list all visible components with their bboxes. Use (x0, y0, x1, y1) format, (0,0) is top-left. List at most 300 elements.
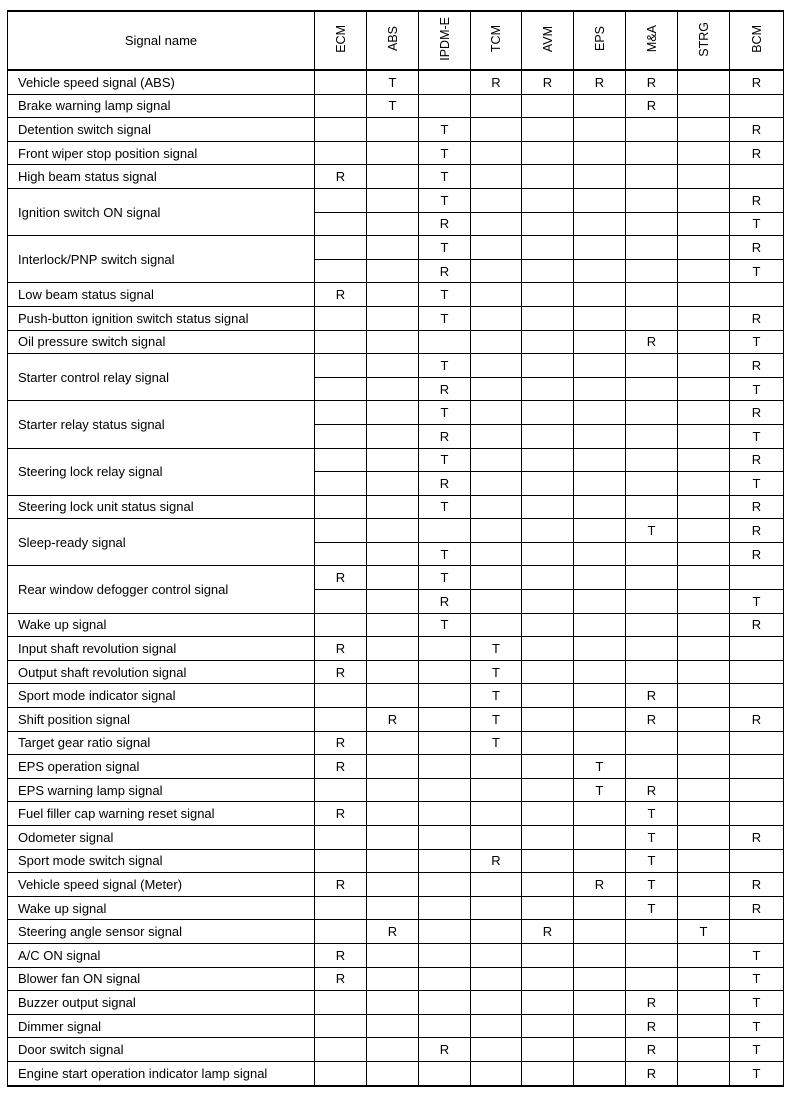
signal-cell (522, 94, 574, 118)
signal-cell: T (626, 826, 678, 850)
signal-cell: T (730, 259, 784, 283)
signal-cell (367, 495, 419, 519)
signal-name: A/C ON signal (8, 943, 315, 967)
signal-cell (678, 1061, 730, 1085)
signal-name: Wake up signal (8, 613, 315, 637)
signal-cell (522, 448, 574, 472)
signal-cell (626, 943, 678, 967)
signal-cell (626, 401, 678, 425)
signal-cell (730, 283, 784, 307)
signal-cell (678, 188, 730, 212)
signal-cell (730, 684, 784, 708)
signal-cell (522, 188, 574, 212)
signal-cell: T (471, 708, 522, 732)
table-row (8, 1038, 784, 1062)
signal-cell (419, 94, 471, 118)
signal-cell (678, 472, 730, 496)
signal-name: EPS warning lamp signal (8, 778, 315, 802)
signal-cell (471, 755, 522, 779)
signal-cell (471, 448, 522, 472)
can-signal-chart (7, 10, 783, 1087)
signal-cell: R (626, 1014, 678, 1038)
signal-name: Brake warning lamp signal (8, 94, 315, 118)
table-row (8, 755, 784, 779)
signal-cell (367, 967, 419, 991)
signal-name: Vehicle speed signal (Meter) (8, 873, 315, 897)
table-row (8, 943, 784, 967)
signal-cell: T (730, 590, 784, 614)
signal-cell (367, 212, 419, 236)
signal-cell (574, 590, 626, 614)
signal-cell (419, 70, 471, 94)
signal-cell (367, 354, 419, 378)
signal-cell (315, 1061, 367, 1085)
table-row (8, 873, 784, 897)
unit-header-m-and-a (626, 11, 678, 70)
signal-cell (471, 236, 522, 260)
signal-cell (471, 472, 522, 496)
signal-cell (626, 731, 678, 755)
table-row (8, 1014, 784, 1038)
unit-label: ABS (385, 26, 400, 52)
signal-cell (315, 259, 367, 283)
signal-cell (419, 826, 471, 850)
signal-cell (471, 873, 522, 897)
signal-cell: R (367, 920, 419, 944)
signal-cell: T (626, 896, 678, 920)
signal-cell (419, 755, 471, 779)
signal-cell (471, 377, 522, 401)
signal-cell (678, 637, 730, 661)
signal-name-header: Signal name (8, 11, 315, 70)
signal-cell: R (315, 283, 367, 307)
table-row (8, 731, 784, 755)
signal-cell: T (419, 283, 471, 307)
signal-cell (315, 448, 367, 472)
signal-cell (471, 896, 522, 920)
signal-cell: T (419, 613, 471, 637)
signal-name: Rear window defogger control signal (8, 566, 315, 613)
signal-cell (367, 188, 419, 212)
signal-cell (574, 1038, 626, 1062)
signal-name: Vehicle speed signal (ABS) (8, 70, 315, 94)
table-row (8, 330, 784, 354)
signal-name: Odometer signal (8, 826, 315, 850)
signal-cell (678, 306, 730, 330)
signal-cell: T (419, 306, 471, 330)
signal-cell (471, 943, 522, 967)
signal-cell (419, 802, 471, 826)
signal-cell (678, 991, 730, 1015)
signal-cell: R (315, 566, 367, 590)
signal-cell (315, 519, 367, 543)
signal-cell (315, 1014, 367, 1038)
signal-cell: R (419, 212, 471, 236)
signal-name: Shift position signal (8, 708, 315, 732)
signal-cell (471, 118, 522, 142)
signal-cell: T (730, 472, 784, 496)
signal-name: Sleep-ready signal (8, 519, 315, 566)
signal-cell (315, 377, 367, 401)
signal-cell: T (419, 401, 471, 425)
signal-cell (730, 802, 784, 826)
signal-cell (367, 448, 419, 472)
signal-cell (626, 306, 678, 330)
signal-cell (522, 684, 574, 708)
signal-cell: R (419, 377, 471, 401)
table-row (8, 1061, 784, 1085)
signal-cell (678, 849, 730, 873)
signal-cell: T (419, 495, 471, 519)
signal-cell (315, 896, 367, 920)
signal-cell (367, 1014, 419, 1038)
signal-cell (419, 920, 471, 944)
signal-cell (574, 424, 626, 448)
signal-cell (367, 519, 419, 543)
table-row (8, 637, 784, 661)
signal-cell (574, 283, 626, 307)
signal-cell (678, 613, 730, 637)
signal-cell (367, 684, 419, 708)
signal-cell (574, 188, 626, 212)
signal-name: Buzzer output signal (8, 991, 315, 1015)
signal-cell (522, 330, 574, 354)
signal-cell (367, 613, 419, 637)
signal-cell (522, 896, 574, 920)
signal-cell (678, 70, 730, 94)
signal-cell (419, 991, 471, 1015)
signal-cell: R (730, 896, 784, 920)
signal-cell: R (367, 708, 419, 732)
signal-cell (471, 283, 522, 307)
signal-cell (315, 306, 367, 330)
signal-cell (730, 920, 784, 944)
signal-cell (315, 590, 367, 614)
signal-cell: R (626, 684, 678, 708)
signal-cell (471, 306, 522, 330)
signal-name: EPS operation signal (8, 755, 315, 779)
signal-cell: T (730, 991, 784, 1015)
table-row (8, 920, 784, 944)
signal-cell (678, 141, 730, 165)
table-row (8, 306, 784, 330)
signal-cell (522, 306, 574, 330)
signal-cell (471, 1038, 522, 1062)
signal-cell: R (419, 590, 471, 614)
unit-label: M&A (644, 25, 659, 53)
signal-cell (574, 472, 626, 496)
signal-name: Blower fan ON signal (8, 967, 315, 991)
signal-cell: R (626, 708, 678, 732)
signal-cell (367, 660, 419, 684)
signal-cell (522, 778, 574, 802)
unit-header-abs (367, 11, 419, 70)
signal-name: Fuel filler cap warning reset signal (8, 802, 315, 826)
signal-cell (678, 354, 730, 378)
signal-cell (678, 448, 730, 472)
signal-cell (367, 991, 419, 1015)
signal-cell (678, 708, 730, 732)
signal-cell: T (419, 354, 471, 378)
signal-cell: T (419, 566, 471, 590)
signal-cell: T (626, 873, 678, 897)
signal-cell (626, 637, 678, 661)
signal-cell (471, 920, 522, 944)
unit-header-ecm (315, 11, 367, 70)
signal-cell (367, 424, 419, 448)
signal-cell: T (730, 1061, 784, 1085)
signal-cell (471, 519, 522, 543)
unit-header-ipdm-e (419, 11, 471, 70)
signal-cell (522, 377, 574, 401)
signal-cell (419, 943, 471, 967)
signal-cell (574, 708, 626, 732)
signal-cell: T (367, 94, 419, 118)
table-row (8, 778, 784, 802)
signal-cell (626, 283, 678, 307)
signal-cell (522, 613, 574, 637)
signal-cell (730, 165, 784, 189)
signal-cell (626, 967, 678, 991)
signal-cell (471, 566, 522, 590)
signal-cell (522, 826, 574, 850)
signal-cell (315, 920, 367, 944)
signal-cell (678, 212, 730, 236)
signal-cell (522, 165, 574, 189)
signal-cell (315, 141, 367, 165)
signal-cell (471, 354, 522, 378)
table-row (8, 566, 784, 590)
signal-cell (367, 778, 419, 802)
signal-cell (367, 731, 419, 755)
signal-cell (574, 731, 626, 755)
signal-cell: R (730, 708, 784, 732)
signal-cell (730, 778, 784, 802)
signal-cell (574, 306, 626, 330)
signal-cell (367, 330, 419, 354)
signal-cell (522, 637, 574, 661)
signal-name: Detention switch signal (8, 118, 315, 142)
signal-cell (626, 566, 678, 590)
signal-cell: R (626, 1038, 678, 1062)
signal-cell (315, 70, 367, 94)
table-row (8, 354, 784, 378)
signal-cell (574, 684, 626, 708)
signal-name: Ignition switch ON signal (8, 188, 315, 235)
signal-cell (315, 424, 367, 448)
unit-label: ECM (333, 25, 348, 53)
signal-cell (419, 660, 471, 684)
signal-cell (678, 165, 730, 189)
signal-cell (419, 637, 471, 661)
signal-cell (471, 778, 522, 802)
signal-cell (626, 542, 678, 566)
signal-cell (522, 731, 574, 755)
signal-cell (522, 424, 574, 448)
table-row (8, 708, 784, 732)
signal-cell (574, 212, 626, 236)
table-row (8, 660, 784, 684)
signal-cell: T (367, 70, 419, 94)
unit-label: BCM (749, 25, 764, 53)
table-row (8, 495, 784, 519)
signal-cell (626, 613, 678, 637)
signal-name: Input shaft revolution signal (8, 637, 315, 661)
signal-cell: T (471, 731, 522, 755)
signal-cell (574, 495, 626, 519)
signal-cell: T (471, 637, 522, 661)
signal-cell (471, 330, 522, 354)
table-row (8, 283, 784, 307)
table-row (8, 448, 784, 472)
signal-cell (522, 472, 574, 496)
signal-cell: R (471, 70, 522, 94)
signal-name: Engine start operation indicator lamp signal (8, 1061, 315, 1085)
signal-cell (678, 755, 730, 779)
signal-cell (522, 495, 574, 519)
signal-name: Starter relay status signal (8, 401, 315, 448)
signal-cell: R (419, 259, 471, 283)
signal-cell (315, 188, 367, 212)
signal-name: Oil pressure switch signal (8, 330, 315, 354)
signal-cell (522, 401, 574, 425)
signal-cell (522, 590, 574, 614)
signal-cell: T (419, 141, 471, 165)
signal-cell (419, 896, 471, 920)
signal-cell (471, 1014, 522, 1038)
signal-name: Target gear ratio signal (8, 731, 315, 755)
signal-cell (678, 802, 730, 826)
signal-cell (678, 519, 730, 543)
signal-cell: T (574, 755, 626, 779)
signal-cell: R (315, 660, 367, 684)
signal-cell (522, 967, 574, 991)
table-row (8, 896, 784, 920)
signal-cell (626, 354, 678, 378)
signal-cell (315, 212, 367, 236)
signal-cell (367, 165, 419, 189)
signal-cell (522, 566, 574, 590)
signal-cell (315, 1038, 367, 1062)
signal-cell (730, 566, 784, 590)
signal-cell: T (730, 967, 784, 991)
signal-cell (678, 283, 730, 307)
signal-cell: R (419, 1038, 471, 1062)
signal-cell (574, 519, 626, 543)
signal-cell (626, 660, 678, 684)
signal-cell (574, 165, 626, 189)
signal-cell (678, 424, 730, 448)
table-row (8, 967, 784, 991)
signal-name: Steering angle sensor signal (8, 920, 315, 944)
unit-label: EPS (592, 26, 607, 52)
table-row (8, 165, 784, 189)
signal-cell (315, 778, 367, 802)
signal-cell (367, 259, 419, 283)
signal-cell: R (315, 165, 367, 189)
signal-cell (367, 802, 419, 826)
signal-cell (678, 118, 730, 142)
signal-cell (419, 708, 471, 732)
signal-cell (522, 1038, 574, 1062)
signal-cell (315, 991, 367, 1015)
signal-cell (678, 1014, 730, 1038)
signal-cell: R (730, 188, 784, 212)
signal-cell (626, 755, 678, 779)
signal-cell (471, 212, 522, 236)
signal-name: Dimmer signal (8, 1014, 315, 1038)
signal-cell (522, 141, 574, 165)
signal-cell (678, 542, 730, 566)
signal-cell (574, 826, 626, 850)
signal-cell (574, 259, 626, 283)
signal-cell (626, 259, 678, 283)
signal-cell (419, 873, 471, 897)
signal-cell (315, 849, 367, 873)
signal-cell (419, 1014, 471, 1038)
signal-name: Starter control relay signal (8, 354, 315, 401)
signal-cell: T (419, 188, 471, 212)
signal-cell (315, 613, 367, 637)
unit-header-strg (678, 11, 730, 70)
signal-cell: R (315, 943, 367, 967)
signal-cell: R (626, 330, 678, 354)
signal-cell: R (730, 236, 784, 260)
signal-cell (471, 188, 522, 212)
signal-cell (574, 920, 626, 944)
signal-cell: R (730, 354, 784, 378)
signal-cell (626, 188, 678, 212)
signal-cell (678, 873, 730, 897)
signal-cell: T (730, 377, 784, 401)
signal-cell (678, 236, 730, 260)
signal-cell (678, 259, 730, 283)
signal-cell (574, 330, 626, 354)
signal-cell (367, 637, 419, 661)
table-row (8, 991, 784, 1015)
signal-cell: T (730, 1014, 784, 1038)
signal-cell (471, 967, 522, 991)
signal-name: Push-button ignition switch status signal (8, 306, 315, 330)
signal-cell (730, 94, 784, 118)
table-row (8, 141, 784, 165)
signal-cell (678, 94, 730, 118)
signal-cell (730, 849, 784, 873)
signal-cell (471, 94, 522, 118)
signal-cell (522, 708, 574, 732)
signal-cell: R (471, 849, 522, 873)
signal-cell (626, 472, 678, 496)
signal-cell (522, 660, 574, 684)
signal-cell (367, 1061, 419, 1085)
signal-cell (471, 259, 522, 283)
signal-cell: T (730, 943, 784, 967)
table-row (8, 188, 784, 212)
signal-cell (315, 401, 367, 425)
signal-cell (678, 495, 730, 519)
signal-cell (574, 637, 626, 661)
signal-cell (522, 259, 574, 283)
signal-cell (678, 731, 730, 755)
table-row (8, 236, 784, 260)
table-row (8, 849, 784, 873)
table-row (8, 401, 784, 425)
signal-cell (730, 731, 784, 755)
signal-cell (678, 377, 730, 401)
signal-cell: T (626, 849, 678, 873)
signal-cell (315, 684, 367, 708)
signal-cell (419, 849, 471, 873)
